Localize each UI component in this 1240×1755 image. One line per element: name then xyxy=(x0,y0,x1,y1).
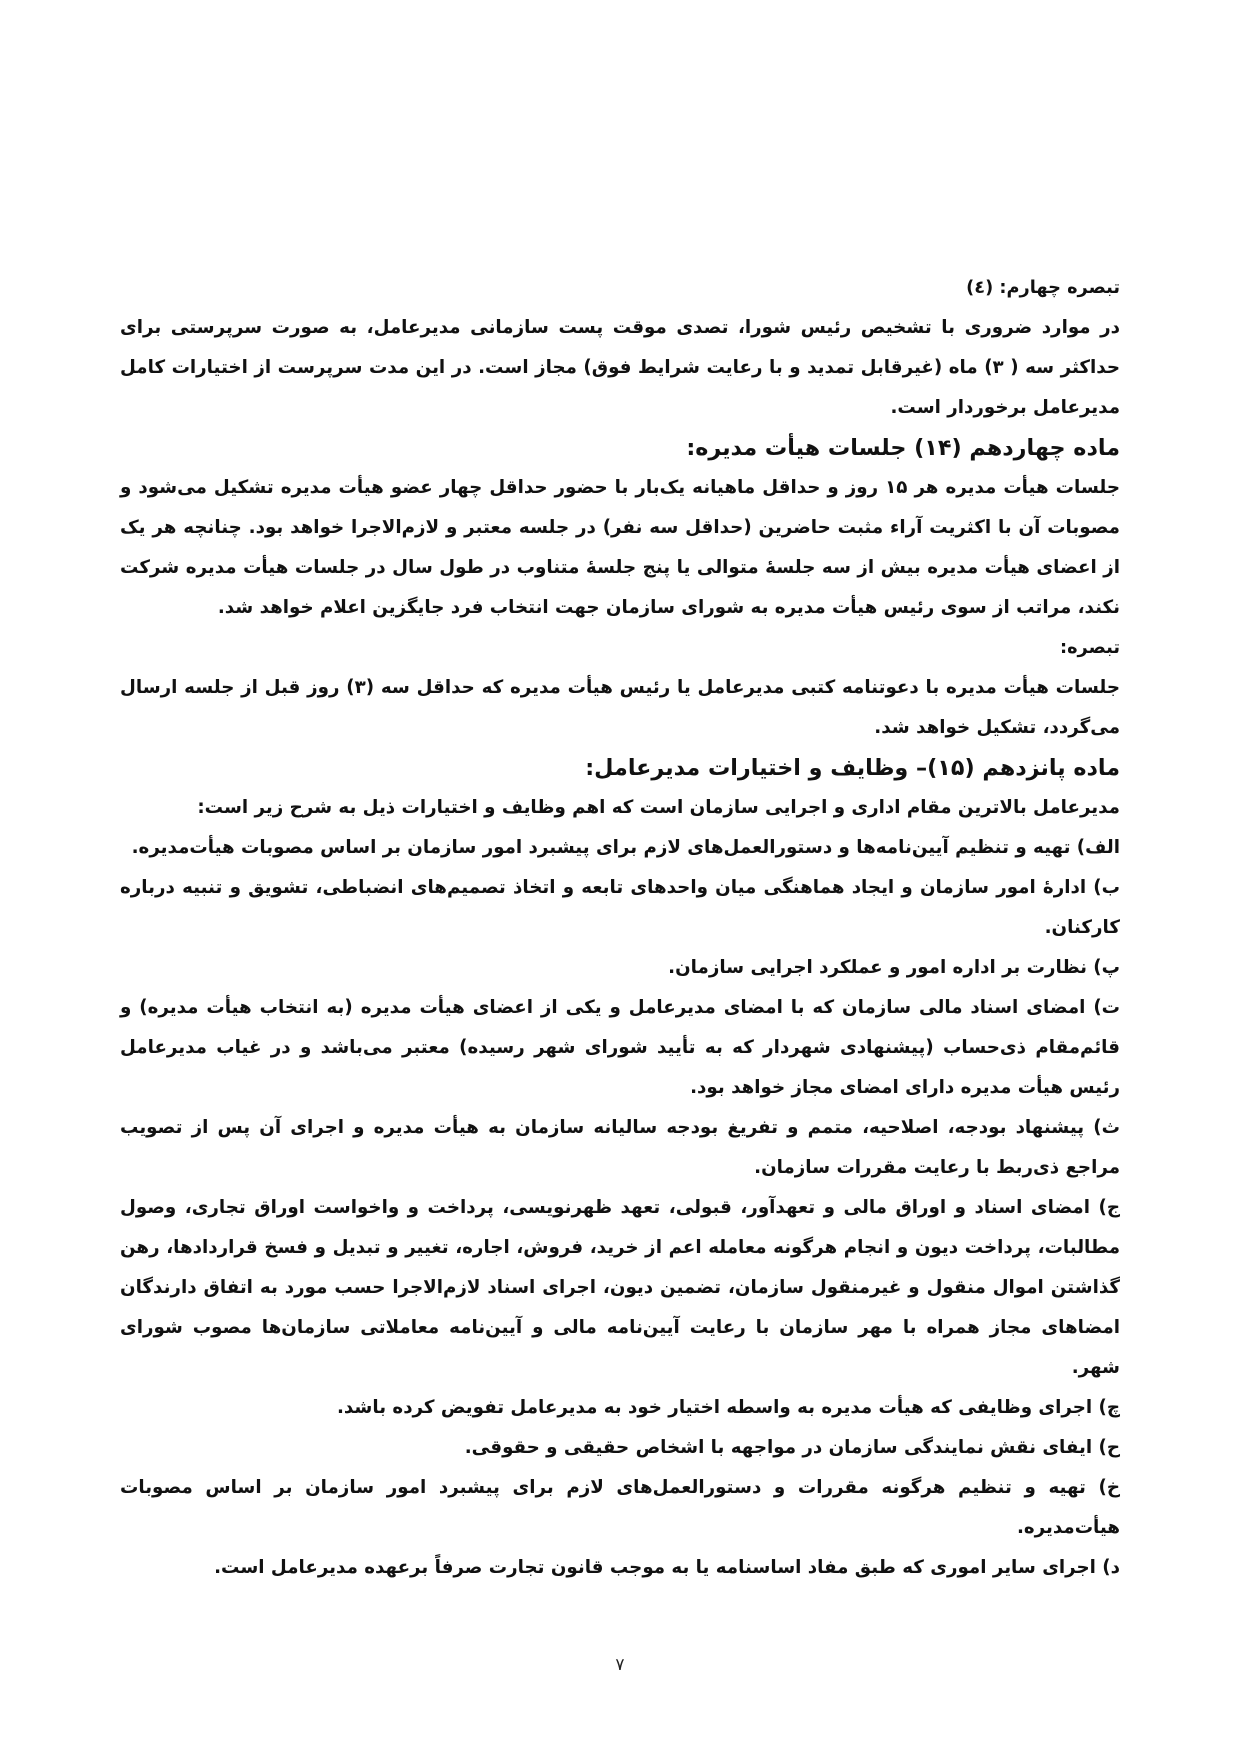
list-item: ح) ایفای نقش نمایندگی سازمان در مواجهه با اشخاص حقیقی و حقوقی. xyxy=(464,1437,1120,1458)
document-body xyxy=(120,268,1120,1588)
list-item: د) اجرای سایر اموری که طبق مفاد اساسنامه یا به موجب قانون تجارت صرفاً برعهده مدیرعامل است. xyxy=(214,1557,1120,1578)
list-item: ب) ادارهٔ امور سازمان و ایجاد هماهنگی میان واحدهای تابعه و اتخاذ تصمیم‌های انضباطی، تشویق و تنبیه درباره کارکنان. xyxy=(120,877,1120,938)
article-15-heading: ماده پانزدهم (١۵)– وظایف و اختیارات مدیرعامل: xyxy=(585,755,1120,781)
list-item: ج) امضای اسناد و اوراق مالی و تعهدآور، قبولی، تعهد ظهرنویسی، پرداخت و واخواست اوراق تجاری، وصول مطالبات، پرداخت دیون و انجام هرگونه معامله اعم از خرید، فروش، اجاره، تغییر و تبدیل و فسخ قراردادها، رهن گذاشتن اموال منقول و غیرمنقول سازمان، تضمین دیون، اجرای اسناد لازم‌الاجرا حسب مورد به اتفاق دارندگان امضاهای مجاز همراه با مهر سازمان با رعایت آیین‌نامه مالی و آیین‌نامه معاملاتی سازمان‌ها مصوب شورای شهر. xyxy=(120,1197,1120,1378)
list-item: الف) تهیه و تنظیم آیین‌نامه‌ها و دستورالعمل‌های لازم برای پیشبرد امور سازمان بر اساس مصوبات هیأت‌مدیره. xyxy=(131,837,1120,858)
page-number: ٧ xyxy=(615,1655,625,1675)
note-heading-4: تبصره چهارم: (٤) xyxy=(966,278,1120,298)
list-item: پ) نظارت بر اداره امور و عملکرد اجرایی سازمان. xyxy=(668,957,1120,978)
list-item: چ) اجرای وظایفی که هیأت مدیره به واسطه اختیار خود به مدیرعامل تفویض کرده باشد. xyxy=(336,1397,1120,1418)
paragraph: جلسات هیأت مدیره با دعوتنامه کتبی مدیرعامل یا رئیس هیأت مدیره که حداقل سه (٣) روز قبل از جلسه ارسال می‌گردد، تشکیل خواهد شد. xyxy=(120,677,1120,738)
list-item: خ) تهیه و تنظیم هرگونه مقررات و دستورالعمل‌های لازم برای پیشبرد امور سازمان بر اساس مصوبات هیأت‌مدیره. xyxy=(120,1477,1120,1538)
list-item: ت) امضای اسناد مالی سازمان که با امضای مدیرعامل و یکی از اعضای هیأت مدیره (به انتخاب هیأت مدیره) و قائم‌مقام ذی‌حساب (پیشنهادی شهردار که به تأیید شورای شهر رسیده) معتبر می‌باشد و در غیاب مدیرعامل رئیس هیأت مدیره دارای امضای مجاز خواهد بود. xyxy=(120,997,1120,1098)
paragraph: مدیرعامل بالاترین مقام اداری و اجرایی سازمان است که اهم وظایف و اختیارات ذیل به شرح زیر است: xyxy=(197,797,1120,818)
article-14-heading: ماده چهاردهم (١۴) جلسات هیأت مدیره: xyxy=(686,435,1120,461)
note-heading: تبصره: xyxy=(1059,638,1120,658)
paragraph: در موارد ضروری با تشخیص رئیس شورا، تصدی موقت پست سازمانی مدیرعامل، به صورت سرپرستی برای حداکثر سه ( ٣) ماه (غیرقابل تمدید و با رعایت شرایط فوق) مجاز است. در این مدت سرپرست از اختیارات کامل مدیرعامل برخوردار است. xyxy=(120,317,1120,418)
list-item: ث) پیشنهاد بودجه، اصلاحیه، متمم و تفریغ بودجه سالیانه سازمان به هیأت مدیره و اجرای آن پس از تصویب مراجع ذی‌ربط با رعایت مقررات سازمان. xyxy=(120,1117,1120,1178)
paragraph: جلسات هیأت مدیره هر ١۵ روز و حداقل ماهیانه یک‌بار با حضور حداقل چهار عضو هیأت مدیره تشکیل می‌شود و مصوبات آن با اکثریت آراء مثبت حاضرین (حداقل سه نفر) در جلسه معتبر و لازم‌الاجرا خواهد بود. چنانچه هر یک از اعضای هیأت مدیره بیش از سه جلسهٔ متوالی یا پنج جلسهٔ متناوب در طول سال در جلسات هیأت مدیره شرکت نکند، مراتب از سوی رئیس هیأت مدیره به شورای سازمان جهت انتخاب فرد جایگزین اعلام خواهد شد. xyxy=(120,477,1121,618)
